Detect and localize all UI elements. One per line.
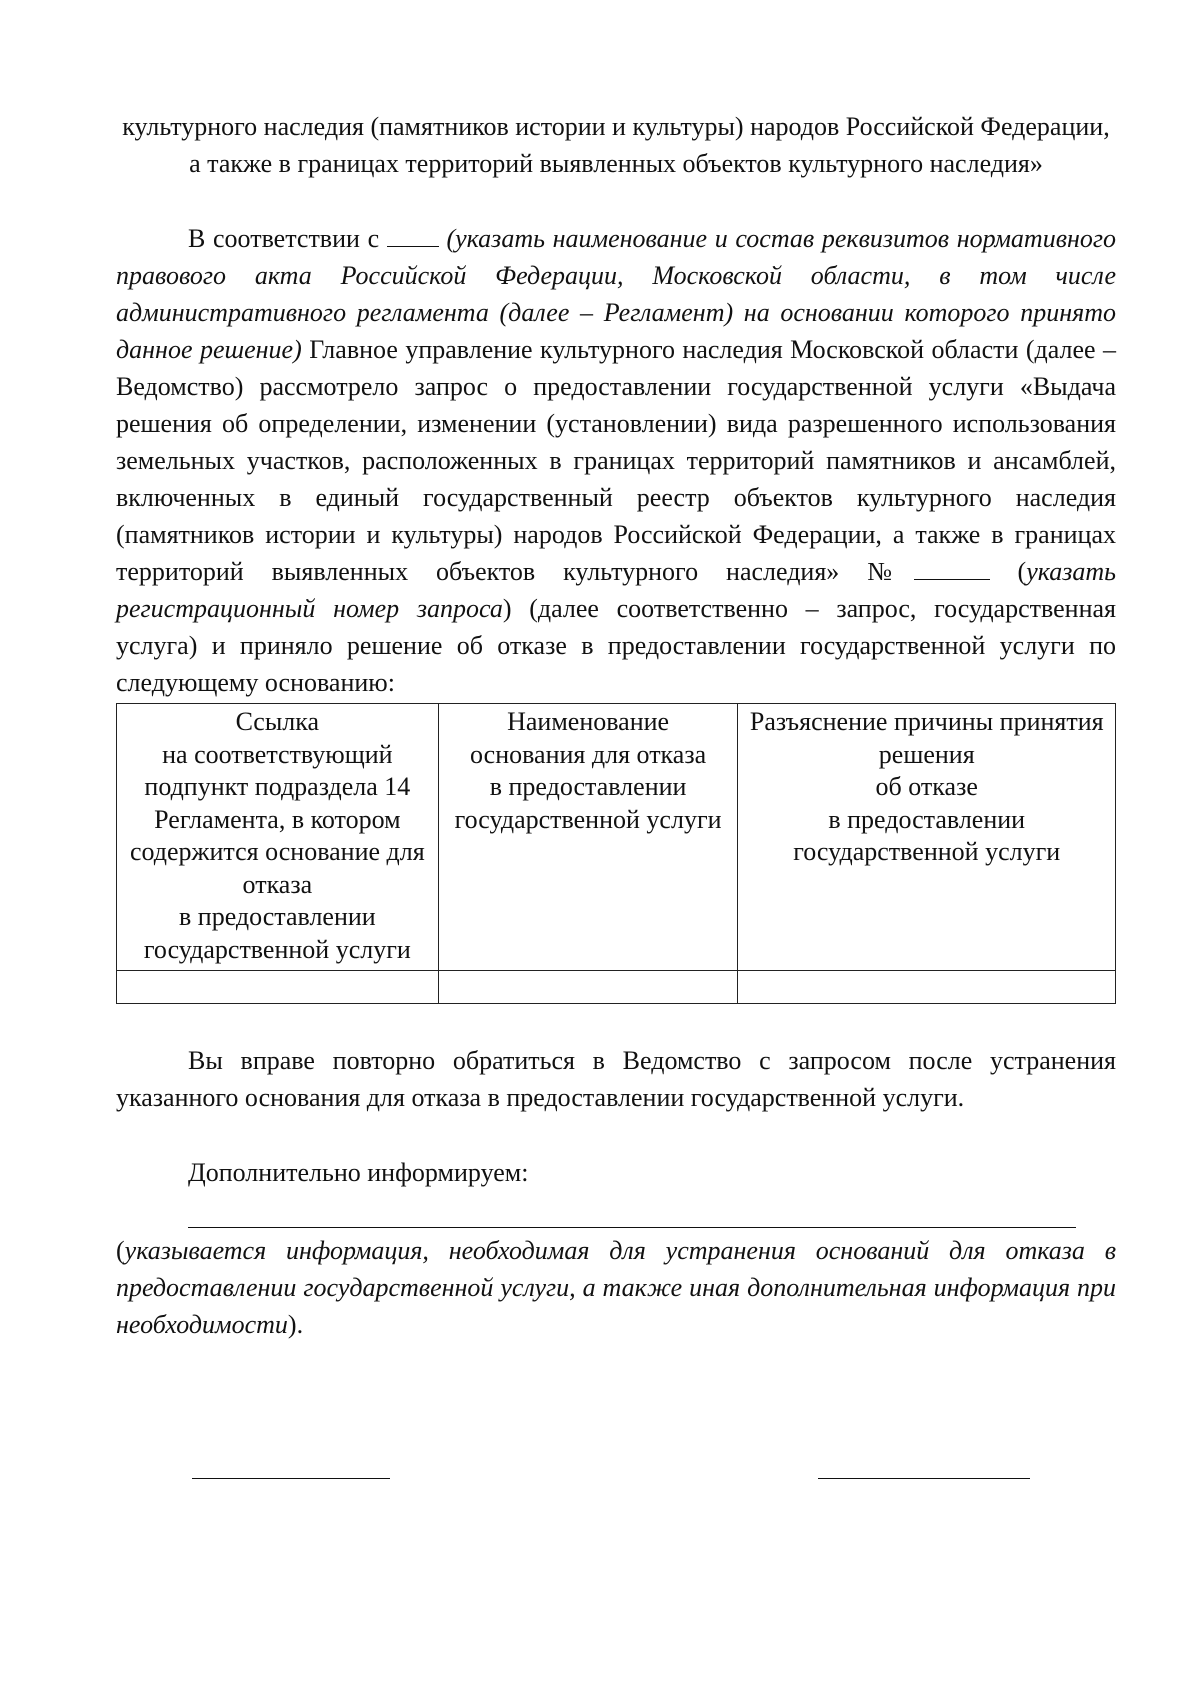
act-hint: (указать наименование и состав реквизитов нормативного правового акта Российской Федерации, Московской области, в том числе административного регламента (далее – Регламент) на основании которого принято данное решение) xyxy=(116,224,1117,364)
table-header-row xyxy=(117,704,1116,971)
note-close-paren: ). xyxy=(287,1310,304,1339)
act-blank-line xyxy=(387,224,439,247)
paragraph-body: Главное управление культурного наследия Московской области (далее – Ведомство) рассмотрело запрос о предоставлении государственной услуги «Выдача решения об определении, изменении (установлении) вида разрешенного использования земельных участков, расположенных в границах территорий памятников и ансамблей, включенных в единый государственный реестр объектов культурного наследия (памятников истории и культуры) народов Российской Федерации, а также в границах территорий выявленных объектов культурного наследия» № xyxy=(116,335,1117,586)
registration-hint: указать регистрационный номер запроса xyxy=(116,557,1116,623)
signature-line-left xyxy=(192,1478,390,1479)
hint-open-paren: ( xyxy=(1017,557,1027,586)
hint-close-paren: ) xyxy=(502,594,512,623)
paragraph-start: В соответствии с xyxy=(188,224,380,253)
table-cell xyxy=(438,971,738,1004)
document-page xyxy=(116,108,1116,1343)
reapply-paragraph: Вы вправе повторно обратиться в Ведомство с запросом после устранения указанного основания для отказа в предоставлении государственной услуги. xyxy=(116,1046,1116,1112)
header-cell-reference: Ссылка на соответствующий подпункт подраздела 14 Регламента, в котором содержится основание для отказа в предоставлении государственной услуги xyxy=(117,704,439,971)
header-cell-explanation: Разъяснение причины принятия решения об отказе в предоставлении государственной услуги xyxy=(738,704,1116,971)
note-text: указывается информация, необходимая для устранения оснований для отказа в предоставлении государственной услуги, а также иная дополнительная информация при необходимости xyxy=(116,1236,1116,1339)
additional-info-note xyxy=(116,1232,1116,1343)
table-cell xyxy=(738,971,1116,1004)
additional-info-label: Дополнительно информируем: xyxy=(188,1158,529,1187)
decision-paragraph xyxy=(116,220,1116,701)
signature-line-right xyxy=(818,1478,1030,1479)
note-open-paren: ( xyxy=(116,1236,125,1265)
additional-info-line xyxy=(188,1191,1076,1228)
table-cell xyxy=(117,971,439,1004)
document-heading: культурного наследия (памятников истории и культуры) народов Российской Федерации, а также в границах территорий выявленных объектов культурного наследия» xyxy=(122,112,1110,178)
request-number-blank xyxy=(914,557,990,580)
header-cell-basis-name: Наименование основания для отказа в предоставлении государственной услуги xyxy=(438,704,738,971)
paragraph-tail: (далее соответственно – запрос, государственная услуга) и приняло решение об отказе в предоставлении государственной услуги по следующему основанию: xyxy=(116,594,1116,697)
refusal-basis-table xyxy=(116,703,1116,1004)
table-row xyxy=(117,971,1116,1004)
